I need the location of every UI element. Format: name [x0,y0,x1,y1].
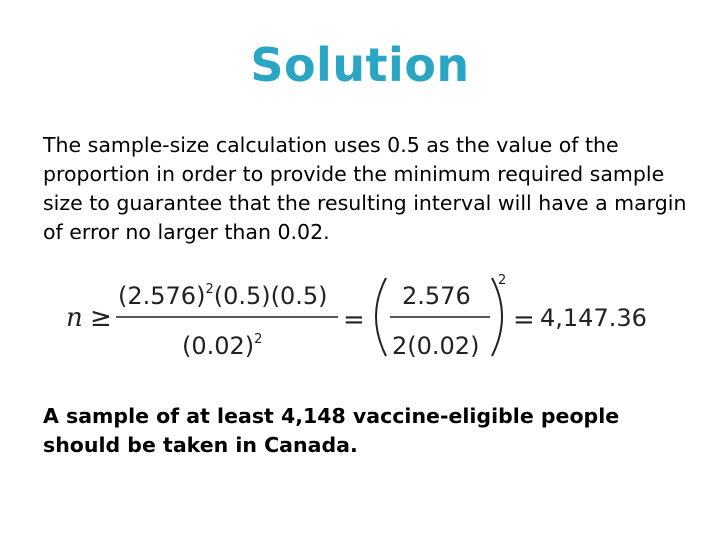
fraction2-denominator: 2(0.02) [392,332,480,360]
fraction1-numerator: $(2.576)^2(0.5)(0.5)$ [118,282,328,310]
right-paren [492,278,502,356]
outer-exponent: 2 [498,273,507,288]
left-paren [376,278,386,356]
slide-title: Solution [250,38,470,92]
formula-equals-2: = [513,305,535,335]
formula-equals-1: = [343,305,365,335]
conclusion-text: A sample of at least 4,148 vaccine-eligible people should be taken in Canada. [43,404,620,457]
sample-size-formula [60,270,670,366]
formula-inequality: ≥ [90,303,112,333]
formula-result: 4,147.36 [540,304,647,332]
fraction2-numerator: 2.576 [402,282,471,310]
explanation-paragraph: The sample-size calculation uses 0.5 as the value of the proportion in order to provide the minimum required sample size to guarantee that the resulting interval will have a margin of error no larger than 0.02. [43,133,687,244]
formula-variable: n [66,303,83,333]
fraction1-denominator: $(0.02)^2$ [182,332,263,360]
